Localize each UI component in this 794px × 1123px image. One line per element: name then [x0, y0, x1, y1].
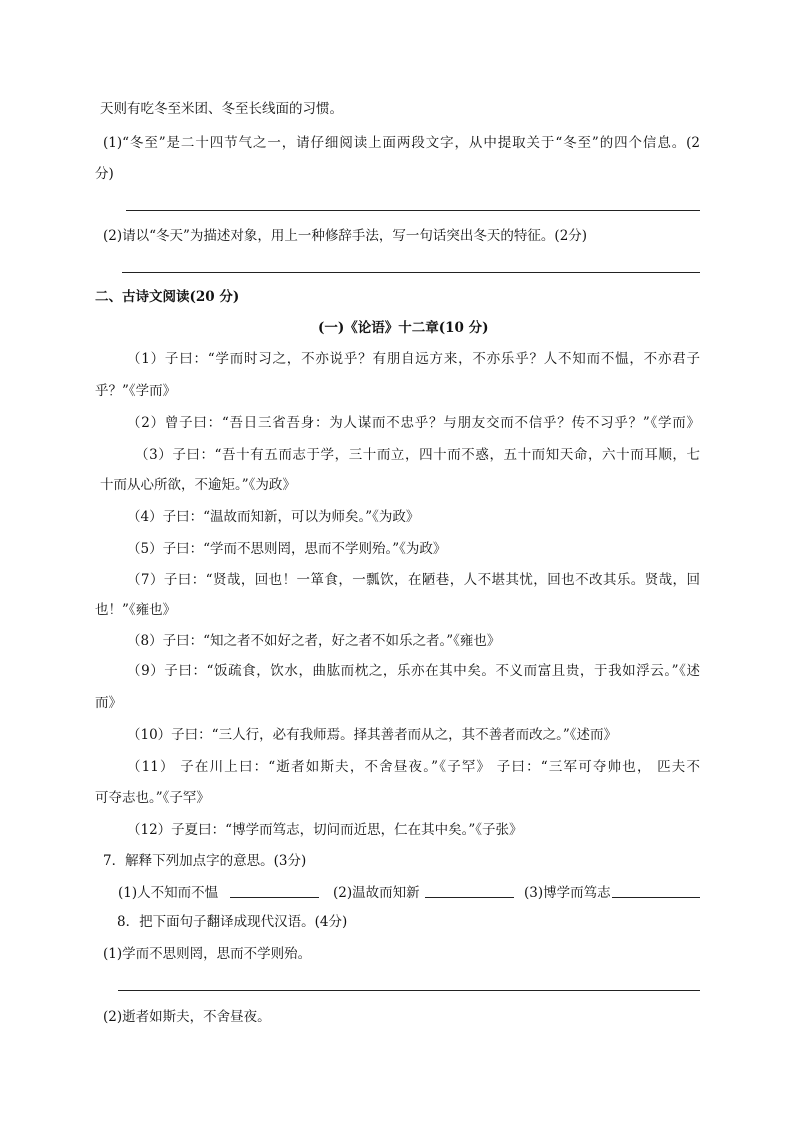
passage-9-line-1: （9）子曰：“饭疏食，饮水，曲肱而枕之，乐亦在其中矣。不义而富且贵，于我如浮云。”《述 [127, 663, 700, 679]
passage-11-line-1: （11） 子在川上曰：“逝者如斯夫，不舍昼夜。”《子罕》 子曰：“三军可夺帅也， 匹夫不 [127, 759, 700, 775]
answer-blank-7-3[interactable] [612, 883, 700, 898]
section-2-subheading: (一)《论语》十二章(10 分) [318, 320, 489, 336]
passage-7-line-2: 也！”《雍也》 [95, 602, 177, 618]
question-7-item-1: (1)人不知而不愠 [118, 885, 219, 901]
passage-10: （10）子曰：“三人行，必有我师焉。择其善者而从之，其不善者而改之。”《述而》 [127, 727, 617, 743]
question-7-item-3: (3)博学而笃志 [524, 885, 611, 901]
answer-line-q1[interactable] [126, 210, 700, 211]
passage-11-line-2: 可夺志也。”《子罕》 [95, 790, 210, 806]
passage-3-line-2: 十而从心所欲，不逾矩。”《为政》 [100, 477, 296, 493]
passage-7-line-1: （7）子曰：“贤哉，回也！一箪食，一瓢饮，在陋巷，人不堪其忧，回也不改其乐。贤哉，回 [127, 572, 700, 588]
question-7-prompt: 7．解释下列加点字的意思。(3分) [103, 853, 307, 869]
intro-line-1: 天则有吃冬至米团、冬至长线面的习惯。 [100, 101, 343, 117]
answer-blank-7-2[interactable] [425, 883, 514, 898]
passage-4: （4）子曰：“温故而知新，可以为师矣。”《为政》 [127, 509, 420, 525]
passage-9-line-2: 而》 [95, 695, 122, 711]
answer-line-q2[interactable] [122, 272, 700, 273]
question-8-item-1: (1)学而不思则罔，思而不学则殆。 [103, 946, 312, 962]
question-8-prompt: 8．把下面句子翻译成现代汉语。(4分) [117, 914, 348, 930]
question-2: (2)请以“冬天”为描述对象，用上一种修辞手法，写一句话突出冬天的特征。(2分) [103, 228, 588, 244]
passage-1-line-1: （1）子曰：“学而时习之，不亦说乎？有朋自远方来，不亦乐乎？人不知而不愠，不亦君子 [127, 351, 700, 367]
question-8-item-2: (2)逝者如斯夫，不舍昼夜。 [103, 1009, 271, 1025]
question-1-line-2: 分) [95, 166, 114, 182]
question-1-line-1: (1)“冬至”是二十四节气之一，请仔细阅读上面两段文字，从中提取关于“冬至”的四个信息。(2 [103, 135, 700, 151]
answer-blank-7-1[interactable] [230, 883, 319, 898]
section-2-heading: 二、古诗文阅读(20 分) [95, 289, 240, 305]
question-7-item-2: (2)温故而知新 [333, 885, 420, 901]
passage-8: （8）子曰：“知之者不如好之者，好之者不如乐之者。”《雍也》 [127, 633, 501, 649]
answer-line-q8-1[interactable] [118, 990, 700, 991]
passage-3-line-1: （3）子曰：“吾十有五而志于学，三十而立，四十而不惑，五十而知天命，六十而耳顺，七 [135, 447, 700, 463]
passage-5: （5）子曰：“学而不思则罔，思而不学则殆。”《为政》 [127, 541, 447, 557]
passage-1-line-2: 乎？”《学而》 [95, 383, 177, 399]
passage-12: （12）子夏曰：“博学而笃志，切问而近思，仁在其中矣。”《子张》 [127, 822, 523, 838]
passage-2: （2）曾子曰：“吾日三省吾身：为人谋而不忠乎？与朋友交而不信乎？传不习乎？”《学而》 [127, 415, 700, 431]
